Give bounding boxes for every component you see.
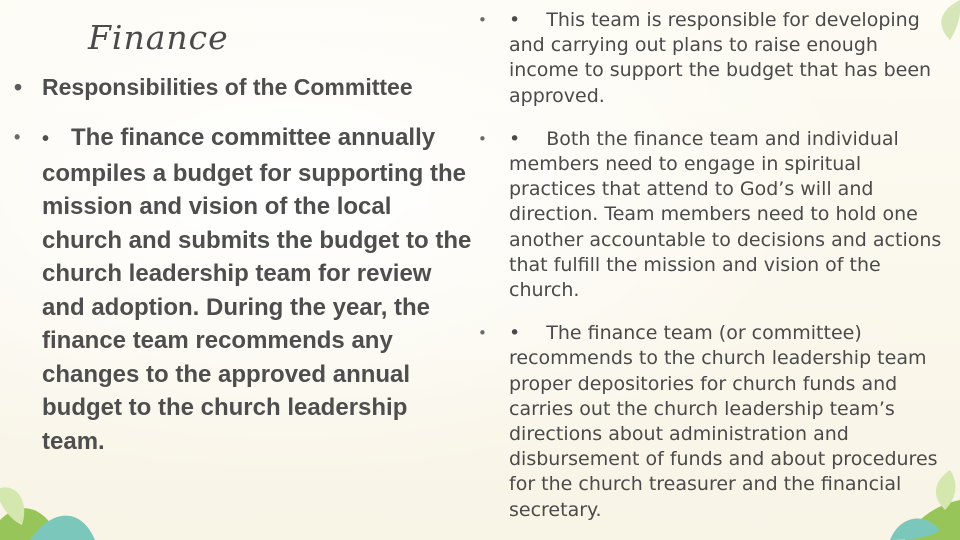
bottom-left-leaves (0, 487, 95, 540)
subheading-text: Responsibilities of the Committee (42, 74, 413, 100)
bullet-icon: • (478, 11, 487, 29)
left-paragraph-text: The finance committee annually compiles a budget for supporting the mission and vision of the local church and submits the budget to the church leadership team for review and adoption. During the year, the finance team recommends any changes to the approved annual budget to the church leadership team. (42, 124, 472, 455)
right-paragraph (474, 8, 952, 109)
left-column (14, 70, 474, 458)
left-paragraph (14, 121, 474, 458)
right-paragraph (474, 321, 952, 523)
right-column (474, 8, 952, 523)
bullet-icon: • (478, 324, 487, 343)
subheading (14, 70, 474, 104)
inner-bullet-icon: • (509, 322, 521, 345)
slide-title: Finance (88, 18, 229, 57)
right-paragraph-text: Both the finance team and individual members need to engage in spiritual practices that attend to God’s will and direction. Team members need to hold one another accountable to decisions and actions that fulfill the mission and vision of the church. (509, 127, 942, 302)
inner-bullet-icon: • (509, 9, 521, 31)
inner-bullet-icon: • (509, 127, 521, 150)
bullet-icon: • (478, 129, 487, 148)
right-paragraph-text: The finance team (or committee) recommends to the church leadership team proper depositories for church funds and carries out the church leadership team’s directions about administration and disbursement of funds and about procedures for the church treasurer and the financial secretary. (509, 322, 938, 521)
bullet-icon: • (14, 74, 23, 100)
bullet-icon: • (14, 127, 21, 147)
right-paragraph (474, 127, 952, 303)
right-paragraph-text: This team is responsible for developing and carrying out plans to raise enough income to support the budget that has been approved. (509, 9, 932, 107)
inner-bullet-icon: • (42, 128, 50, 150)
